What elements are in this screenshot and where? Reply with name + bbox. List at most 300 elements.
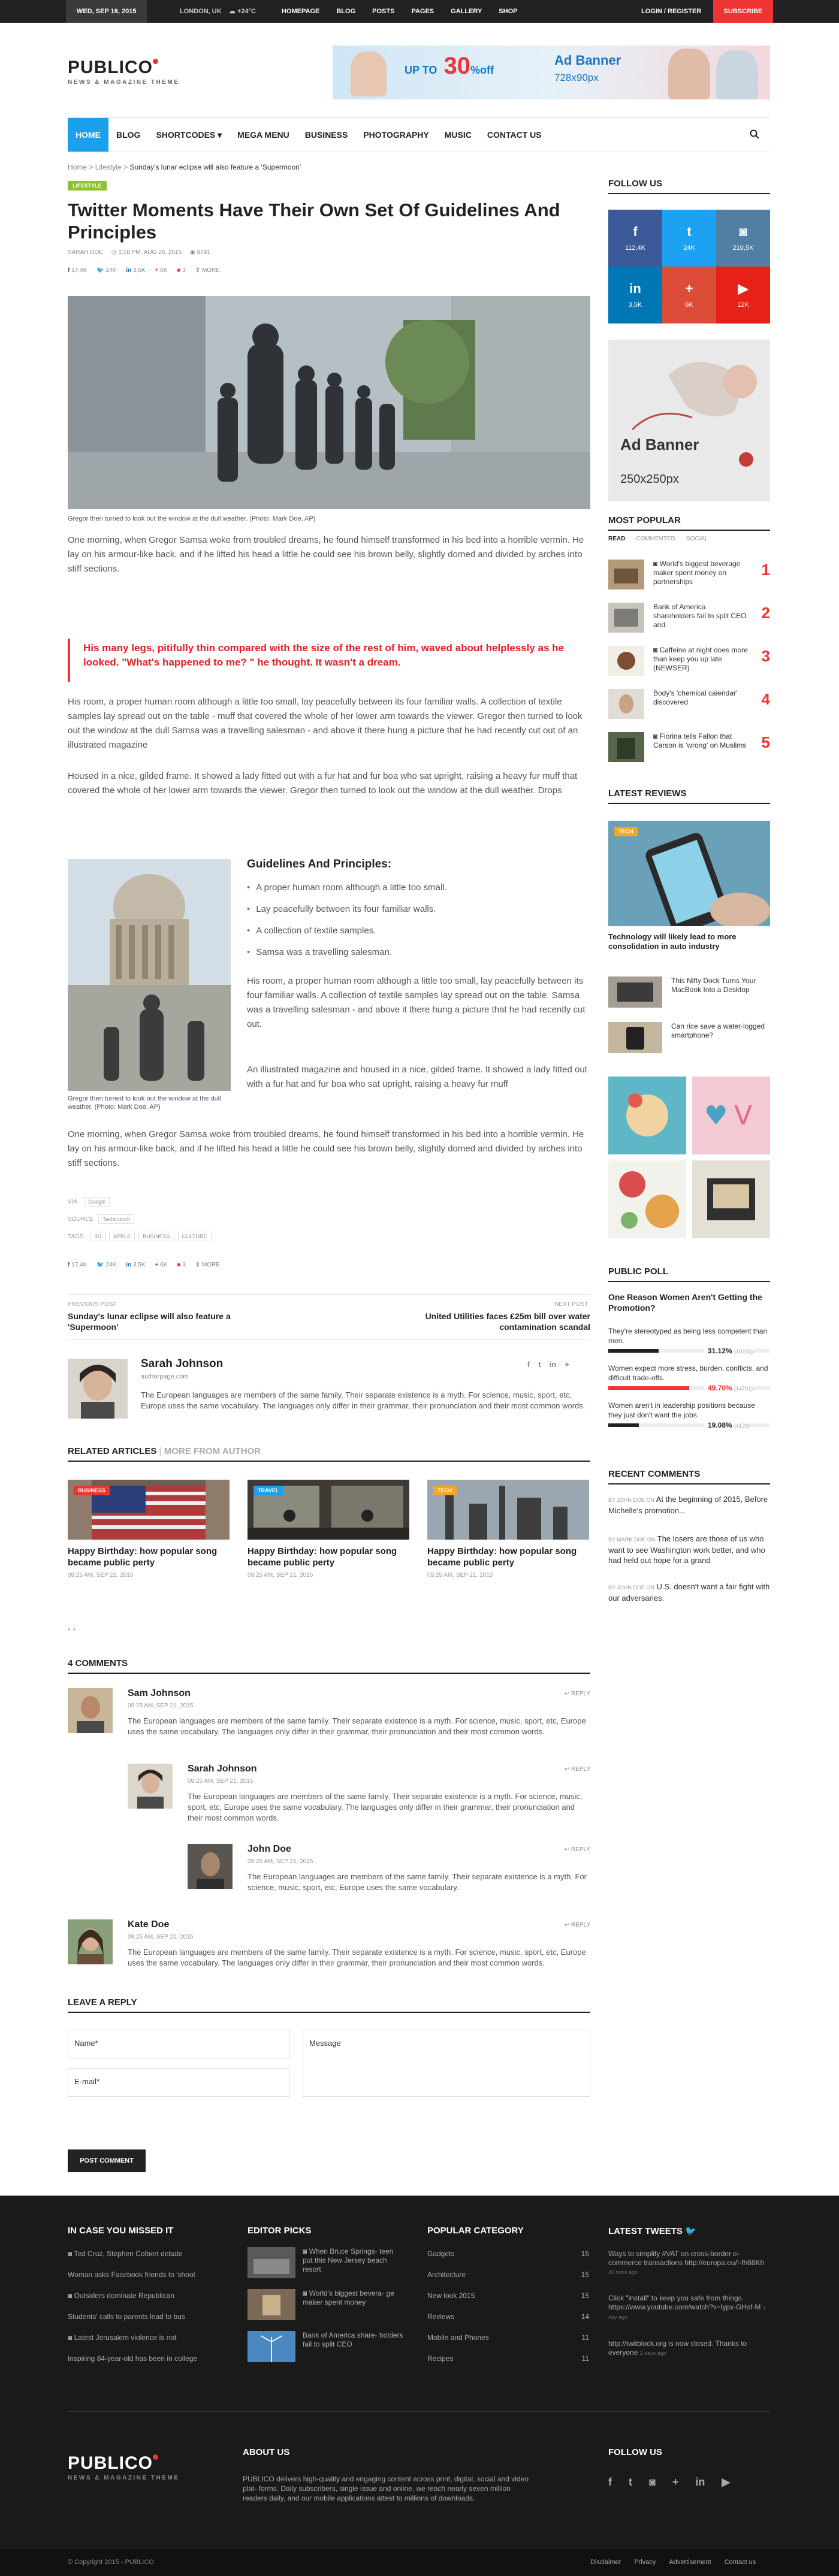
article-paragraph: Housed in a nice, gilded frame. It showed a lady fitted out with a fur hat and fur boa who sat upright, raising a heavy fur muff that covered the whole of her lower arm towards the viewer. Gregor then turned to look out the window at the dull weather. Drops [68,771,578,796]
top-nav-posts[interactable]: POSTS [372,8,395,15]
popular-thumb [608,689,644,719]
tab-social[interactable]: SOCIAL [686,536,708,542]
share-linkedin[interactable] [126,267,145,274]
top-ad-banner[interactable] [333,46,770,99]
comment-date: 09:25 AM, SEP 21, 2015 [248,1858,313,1865]
poll-option[interactable] [608,1363,770,1383]
gallery-thumb[interactable] [692,1077,770,1154]
footer-links [590,2559,756,2566]
pick-thumb [248,2331,295,2362]
ad-title: Ad Banner [554,53,621,68]
share-facebook[interactable] [68,267,87,274]
via-tag[interactable]: Google [84,1197,110,1207]
top-nav-gallery[interactable]: GALLERY [451,8,482,15]
review-thumb [608,1022,662,1053]
article-paragraph: His room, a proper human room although a little too small, lay peacefully between its four familiar walls. A collection of textile samples lay spread out on the table. Samsa was a travelling salesman - and above it there hung a picture that he had recently cut out. [247,976,586,1029]
comment-author[interactable]: Kate Doe [128,1919,170,1930]
reply-label: REPLY [571,1766,590,1773]
svg-text:V: V [734,1100,753,1131]
popular-title [653,732,749,750]
divider [68,1673,590,1674]
missed-item[interactable]: Students' calls to parents lead to bus [68,2312,185,2321]
footer-link-contact[interactable]: Contact us [724,2559,756,2566]
logo-dot-icon [153,59,158,64]
social-instagram[interactable] [716,210,770,267]
comment [68,1688,590,1760]
list-item: • Samsa was a travelling salesman. [247,945,447,967]
popular-title-text: Fiorina tells Fallon that Carson is 'wrong' on Muslims [653,732,747,749]
facebook-icon: f [68,1262,70,1268]
social-linkedin[interactable] [608,267,662,323]
tab-more-from-author[interactable]: MORE FROM AUTHOR [164,1446,261,1456]
comment [188,1844,590,1910]
reply-button[interactable] [565,1922,590,1928]
via-label: VIA [68,1199,78,1205]
tag[interactable]: 3D [90,1232,106,1241]
category-count: 15 [581,2291,589,2300]
recent-comment[interactable] [608,1494,770,1516]
divider [68,2012,590,2013]
related-date: 09:25 AM, SEP 21, 2015 [427,1572,493,1579]
gallery-thumb[interactable] [692,1160,770,1238]
social-twitter[interactable] [662,210,716,267]
ad-person-image [351,52,387,96]
popular-thumb [608,560,644,589]
popular-category-item[interactable] [427,2312,589,2321]
email-field[interactable]: E-mail* [68,2068,289,2097]
ad-person-image [716,50,758,99]
tweet-text[interactable]: Click "install" to keep you safe from things. https://www.youtube.com/watch?v=lypx-GHsf-M [608,2294,761,2311]
article-paragraph: One morning, when Gregor Samsa woke from troubled dreams, he found himself transformed in his bed into a horrible vermin. He lay on his armour-like back, and if he lifted his head a little he could see his brown belly, slightly domed and divided by arches into stiff sections. [68,535,584,574]
top-temperature: +24°C [237,8,256,15]
popular-item[interactable] [608,732,770,768]
social-googleplus[interactable] [662,267,716,323]
tweet [608,2250,770,2277]
tag[interactable]: CULTURE [178,1232,212,1241]
review-thumb [608,976,662,1008]
popular-thumb [608,646,644,676]
poll-percent [704,1384,753,1392]
weather-icon: ☁ [228,8,236,15]
message-field[interactable]: Message [303,2030,590,2097]
popular-category-item[interactable] [427,2333,589,2342]
poll-option-text: Women expect more stress, burden, conflicts, and difficult trade-offs. [608,1364,768,1382]
share-more[interactable] [195,1262,220,1268]
review-title: This Nifty Dock Turns Your MacBook Into a Desktop [671,976,756,994]
tab-related-articles[interactable]: RELATED ARTICLES [68,1446,157,1456]
reply-icon: ↩ [564,1846,570,1853]
camera-icon: ◙ [68,2250,73,2258]
footer-link-advertisement[interactable]: Advertisement [669,2559,711,2566]
site-logo[interactable] [68,58,158,78]
googleplus-icon[interactable]: + [565,1360,569,1369]
gallery-thumb[interactable] [608,1160,686,1238]
review-item[interactable] [608,976,770,1012]
nav-music[interactable]: MUSIC [444,130,472,140]
related-image [427,1480,589,1540]
logo-text: PUBLICO [68,58,153,77]
share-linkedin-count: 3,5K [132,267,146,274]
tweet-text[interactable]: http://twitblock.org is now closed. Thanks to everyone [608,2339,747,2357]
ad-percent: 30 [443,53,470,79]
comment-text: The European languages are members of the same family. Their separate existence is a myth. For science, music, sport, etc, Europe uses the same vocabulary. [248,1872,587,1892]
divider [608,1483,770,1484]
comment-avatar [188,1844,233,1889]
poll-question: One Reason Women Aren't Getting the Promotion? [608,1292,762,1313]
category-name: New look 2015 [427,2291,475,2300]
follow-heading: FOLLOW US [608,179,662,189]
comment-author[interactable]: John Doe [248,1844,291,1854]
copyright: © Copyright 2015 - PUBLICO [68,2559,154,2566]
divider [608,193,770,194]
recent-comment-by: BY JOHN DOE ON [608,1585,654,1591]
poll-pct: 31.12% [708,1347,732,1355]
breadcrumb-category[interactable]: Lifestyle [95,163,122,171]
linkedin-icon[interactable]: in [549,1360,557,1369]
picks-heading: EDITOR PICKS [248,2226,312,2236]
author-url[interactable]: authorpage.com [141,1373,189,1380]
ad-off: %off [470,64,494,76]
source-row [68,1214,138,1224]
divider [68,1461,590,1462]
missed-item[interactable] [68,2250,183,2258]
nav-shortcodes[interactable]: SHORTCODES ▾ [156,130,222,140]
divider [68,1294,590,1295]
camera-icon: ◙ [653,646,658,654]
author-avatar[interactable] [68,1359,128,1419]
popular-thumb [608,732,644,762]
share-comments-count: 3 [182,267,186,274]
article-views-count: 8791 [197,249,210,256]
eye-icon: ◉ [190,249,195,256]
tweet-time: 2 days ago [639,2350,666,2356]
gallery-thumb[interactable] [608,1077,686,1154]
nav-business[interactable]: BUSINESS [304,130,348,140]
article-datetime-text: 1:10 PM, AUG 28, 2015 [118,249,182,256]
article-datetime [111,249,182,256]
social-count: 112,4K [624,244,646,252]
social-count: 6K [685,301,693,309]
nav-contact-us[interactable]: CONTACT US [487,130,542,140]
pick-title [303,2289,405,2307]
nav-blog[interactable]: BLOG [116,130,141,140]
comment-text: The European languages are members of the same family. Their separate existence is a myth. For science, music, sport, etc, Europe uses the same vocabulary. The languages only differ in their grammar, their pronunciation and their most common words. [128,1948,586,1967]
comment-author[interactable]: Sarah Johnson [188,1764,257,1774]
popular-rank: 3 [761,647,770,665]
missed-item[interactable] [68,2333,176,2342]
poll-bar-fill [608,1386,689,1390]
twitter-icon[interactable]: t [629,2476,632,2488]
hero-image [68,296,590,509]
tweet-text[interactable]: Ways to simplify #VAT on cross-border e-commerce transactions http://europa.eu/!-fh68Kh [608,2250,765,2267]
popular-item[interactable] [608,603,770,639]
linkedin-icon[interactable]: in [695,2476,705,2488]
youtube-icon: ▶ [738,281,749,296]
login-register-link[interactable]: LOGIN / REGISTER [641,8,702,15]
facebook-icon: f [68,267,70,274]
breadcrumb-sep: > [123,163,128,171]
tweet-time: 40 mins ago [608,2269,638,2275]
share-more[interactable] [195,267,220,274]
comment-date: 09:25 AM, SEP 21, 2015 [128,1703,194,1709]
share-comments[interactable] [177,1262,185,1268]
instagram-icon: ◙ [739,224,747,239]
pick-title: Bank of America share- holders fail to split CEO [303,2331,403,2348]
tab-read[interactable]: READ [608,536,626,542]
reply-label: REPLY [571,1691,590,1697]
related-date: 09:25 AM, SEP 21, 2015 [68,1572,134,1579]
sidebar-ad-size: 250x250px [620,473,679,486]
next-post-label: NEXT POST [554,1301,588,1308]
recent-comment[interactable] [608,1534,770,1565]
reply-icon: ↩ [564,1691,570,1697]
share-twitter[interactable] [96,267,116,274]
divider [608,1281,770,1282]
pick-item[interactable] [248,2289,409,2323]
camera-icon: ◙ [303,2289,307,2297]
sidebar-ad-title: Ad Banner [620,436,699,453]
footer-logo[interactable] [68,2453,158,2474]
category-name: Mobile and Phones [427,2333,489,2342]
share-linkedin-count: 3,5K [132,1262,146,1268]
popular-heading: MOST POPULAR [608,515,681,525]
comment [128,1764,590,1836]
missed-text: Ted Cruz, Stephen Colbert debate [74,2250,183,2258]
poll-bar-fill [608,1423,639,1427]
footer-link-privacy[interactable]: Privacy [634,2559,656,2566]
tag[interactable]: BUSINESS [138,1232,174,1241]
related-category[interactable]: TRAVEL [253,1486,283,1495]
related-title[interactable]: Happy Birthday: how popular song became public perty [248,1546,397,1568]
inline-image-caption: Gregor then turned to look out the window at the dull weather. (Photo: Mark Doe, AP) [68,1095,221,1111]
youtube-icon[interactable]: ▶ [722,2476,731,2488]
category-badge[interactable]: LIFESTYLE [68,181,107,191]
recent-comment-by: BY MARK DOE ON [608,1537,656,1543]
related-card[interactable] [248,1480,409,1579]
source-tag[interactable]: Techcrunch [98,1214,134,1224]
category-name: Reviews [427,2312,455,2321]
article-meta [68,249,210,256]
poll-option[interactable] [608,1401,770,1420]
prev-post-link[interactable]: Sunday's lunar eclipse will also feature a 'Supermoon' [68,1311,231,1332]
social-count: 24K [683,244,695,252]
reply-label: REPLY [571,1846,590,1853]
popular-item[interactable] [608,646,770,682]
reply-icon: ↩ [564,1922,570,1928]
popular-item[interactable] [608,560,770,595]
subscribe-button[interactable]: SUBSCRIBE [713,0,773,23]
related-category[interactable]: BUSINESS [74,1486,110,1495]
poll-votes: (10231) [734,1349,753,1354]
top-location: LONDON, UK [180,8,222,15]
share-comments-count: 3 [182,1262,186,1268]
pick-item[interactable] [248,2331,409,2365]
inline-image [68,859,231,1091]
author-social [527,1360,569,1369]
share-googleplus[interactable] [155,267,168,274]
nav-photography[interactable]: PHOTOGRAPHY [363,130,429,140]
share-more-label: MORE [201,267,220,274]
recent-comments-heading: RECENT COMMENTS [608,1469,701,1479]
related-card[interactable] [68,1480,230,1579]
tab-commented[interactable]: COMMENTED [636,536,675,542]
sidebar-ad-banner[interactable] [608,340,770,501]
facebook-icon[interactable]: f [527,1360,530,1369]
recent-comment-text: U.S. doesn't want a fair fight with our adversaries. [608,1582,770,1603]
top-nav-blog[interactable]: BLOG [336,8,356,15]
poll-percent [704,1421,750,1429]
list-item: • A proper human room although a little too small. [247,881,447,902]
reply-heading: LEAVE A REPLY [68,1997,137,2007]
share-bar-bottom [68,1262,220,1268]
missed-text: Latest Jerusalem violence is not [74,2333,177,2342]
category-count: 11 [581,2354,589,2363]
popular-rank: 2 [761,604,770,622]
comment-icon: ■ [177,1262,181,1268]
share-linkedin[interactable] [126,1262,145,1268]
quote-main: His many legs, pitifully thin compared with the size of the rest of him, waved about helplessly as he looked. "What's happened to me? " [83,642,565,668]
related-card[interactable] [427,1480,589,1579]
review-main-title[interactable]: Technology will likely lead to more consolidation in auto industry [608,932,737,951]
top-bar [0,0,839,23]
popular-category-item[interactable] [427,2354,589,2363]
poll-pct: 19.08% [708,1421,732,1429]
reply-button[interactable] [565,1766,590,1773]
main-nav [68,117,770,152]
comment-text: The European languages are members of the same family. Their separate existence is a myth. For science, music, sport, etc, Europe uses the same vocabulary. The languages only differ in their grammar, their pronunciation and their most common words. [188,1792,583,1822]
share-googleplus[interactable] [155,1262,168,1268]
twitter-icon: 🐦 [685,2226,696,2236]
tweet-time: a day ago [608,2305,766,2320]
reply-button[interactable] [565,1846,590,1853]
ad-discount [405,53,494,80]
related-title[interactable]: Happy Birthday: how popular song became public perty [68,1546,218,1568]
share-facebook[interactable] [68,1262,87,1268]
ad-up-to: UP TO [405,64,437,76]
pick-thumb [248,2289,295,2320]
popular-title: Body's 'chemical calendar' discovered [653,689,738,706]
share-googleplus-count: 6K [160,1262,168,1268]
comment-author[interactable]: Sam Johnson [128,1688,191,1698]
comment-avatar [68,1688,113,1733]
breadcrumb-home[interactable]: Home [68,163,87,171]
name-field[interactable]: Name* [68,2030,289,2058]
search-icon[interactable] [750,129,759,139]
divider [608,530,770,531]
nav-mega-menu[interactable]: MEGA MENU [237,130,289,140]
site-tagline: NEWS & MAGAZINE THEME [68,79,180,86]
comment [68,1919,590,1991]
social-count: 12K [737,301,749,309]
missed-item[interactable] [68,2291,174,2300]
top-nav-shop[interactable]: SHOP [499,8,518,15]
missed-item[interactable]: Woman asks Facebook friends to 'shoot [68,2270,195,2279]
social-youtube[interactable] [716,267,770,323]
top-nav [282,0,517,23]
post-comment-button[interactable]: POST COMMENT [68,2149,146,2172]
share-icon: ⇪ [195,267,201,274]
tweets-heading [608,2226,696,2236]
via-row [68,1197,113,1207]
author-name[interactable]: Sarah Johnson [141,1357,224,1370]
next-post-link[interactable]: United Utilities faces £25m bill over water contamination scandal [425,1311,590,1332]
twitter-icon[interactable]: t [538,1360,541,1369]
tweet [608,2294,770,2322]
clock-icon: ◷ [111,249,117,256]
social-count: 210,5K [732,244,754,252]
reply-button[interactable] [565,1691,590,1697]
comment-avatar [128,1764,173,1809]
poll-option[interactable] [608,1326,770,1346]
review-item[interactable] [608,1022,770,1058]
missed-item[interactable]: Inspiring 84-year-old has been in college [68,2354,198,2363]
ad-person-image [668,49,710,99]
recent-comment[interactable] [608,1582,770,1603]
nav-home[interactable]: HOME [68,118,108,152]
svg-text:♥: ♥ [704,1100,728,1131]
share-more-label: MORE [201,1262,220,1268]
review-category[interactable]: TECH [614,827,638,836]
share-bar-top [68,267,220,274]
breadcrumb-current: Sunday's lunar eclipse will also feature a 'Supermoon' [129,163,301,171]
top-nav-homepage[interactable]: HOMEPAGE [282,8,320,15]
popular-category-item[interactable] [427,2250,589,2258]
instagram-icon[interactable]: ◙ [649,2476,656,2488]
tweets-heading-text: LATEST TWEETS [608,2226,683,2236]
comment-avatar [68,1919,113,1964]
popular-title [653,646,749,673]
category-count: 14 [581,2312,589,2321]
comment-date: 09:25 AM, SEP 21, 2015 [128,1934,194,1940]
about-text: PUBLICO delivers high-quality and engaging content across print, digital, social and video plat- forms. Daily subscribers, single issue and online, we reach nearly seven million readers daily, and our mobile applications attest to millions of downloads. [243,2475,529,2502]
pick-item[interactable] [248,2247,409,2281]
popular-rank: 4 [761,690,770,708]
article-author[interactable]: SARAH DOE [68,249,103,256]
poll-percent [704,1347,753,1355]
popular-category-item[interactable] [427,2270,589,2279]
hero-caption: Gregor then turned to look out the window at the dull weather. (Photo: Mark Doe, AP) [68,515,316,522]
share-comments[interactable] [177,267,185,274]
facebook-icon[interactable]: f [608,2476,612,2488]
top-nav-pages[interactable]: PAGES [411,8,434,15]
googleplus-icon[interactable]: + [672,2476,679,2488]
review-main-image[interactable] [608,821,770,926]
article-paragraph: An illustrated magazine and housed in a nice, gilded frame. It showed a lady fitted out with a fur hat and fur boa who sat upright, raising a heavy fur muff [247,1065,587,1089]
related-category[interactable]: TECH [433,1486,457,1495]
popular-thumb [608,603,644,633]
source-label: SOURCE [68,1216,93,1223]
recent-comment-text: At the beginning of 2015, Before Michelle's promotion... [608,1495,768,1515]
ad-size: 728x90px [554,72,599,83]
related-title[interactable]: Happy Birthday: how popular song became public perty [427,1546,577,1568]
popular-title: Bank of America shareholders fail to split CEO and [653,603,747,629]
about-heading: ABOUT US [243,2447,290,2457]
social-facebook[interactable] [608,210,662,267]
quote-tail: he thought. It wasn't a dream. [254,657,401,668]
author-bio: The European languages are members of the same family. Their separate existence is a myth. For science, music, sport, etc, Europe uses the same vocabulary. The languages only differ in their grammar, their pronunciation and their most common words. [141,1390,586,1410]
popular-item[interactable] [608,689,770,725]
popular-title [653,560,749,586]
related-pager[interactable]: ‹ › [68,1623,76,1633]
share-facebook-count: 17,4K [71,267,87,274]
guidelines-list [247,881,447,967]
popular-category-item[interactable] [427,2291,589,2300]
guidelines-heading: Guidelines And Principles: [247,858,392,870]
footer-link-disclaimer[interactable]: Disclaimer [590,2559,621,2566]
tag[interactable]: APPLE [109,1232,135,1241]
recent-comment-text: The losers are those of us who want to see Washington work better, and who had held out hope for a grand [608,1534,765,1565]
share-twitter[interactable] [96,1262,116,1268]
